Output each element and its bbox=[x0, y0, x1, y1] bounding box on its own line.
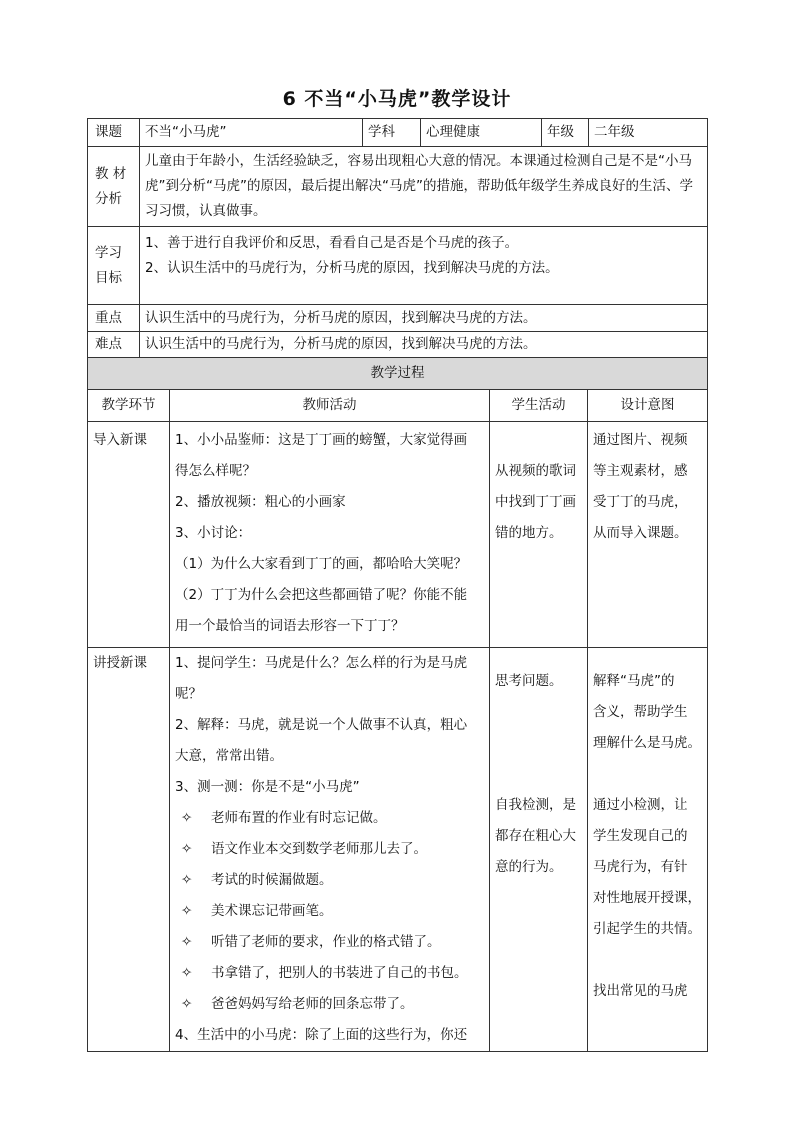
new-lesson-row bbox=[88, 648, 708, 1052]
intro-teacher-line: 1、小小品鉴师：这是丁丁画的螃蟹，大家觉得画 bbox=[175, 432, 468, 448]
new-teacher-line: 4、生活中的小马虎：除了上面的这些行为，你还 bbox=[175, 1027, 468, 1043]
new-intent-line: 对性地展开授课， bbox=[593, 890, 701, 906]
difficulty-label: 难点 bbox=[88, 332, 140, 358]
intro-student-activity bbox=[490, 422, 588, 648]
checklist-item: ✧ 老师布置的作业有时忘记做。 bbox=[175, 803, 484, 834]
header-teacher: 教师活动 bbox=[170, 390, 490, 422]
key-point-label: 重点 bbox=[88, 305, 140, 332]
intro-stage: 导入新课 bbox=[88, 422, 170, 648]
header-intent: 设计意图 bbox=[588, 390, 708, 422]
intro-intent-line: 受丁丁的马虎， bbox=[593, 494, 688, 510]
goals-label-line1: 学习 bbox=[95, 244, 122, 261]
new-intent-line: 引起学生的共情。 bbox=[593, 921, 701, 937]
intro-intent-line: 等主观素材，感 bbox=[593, 463, 688, 479]
header-stage: 教学环节 bbox=[88, 390, 170, 422]
intro-intent-line: 通过图片、视频 bbox=[593, 432, 688, 448]
intro-intent-line: 从而导入课题。 bbox=[593, 525, 688, 541]
new-teacher-line: 3、测一测：你是不是“小马虎” bbox=[175, 779, 360, 795]
checklist-item: ✧ 美术课忘记带画笔。 bbox=[175, 896, 484, 927]
goal-item-2: 2、认识生活中的马虎行为，分析马虎的原因，找到解决马虎的方法。 bbox=[145, 260, 559, 276]
goals-label-line2: 目标 bbox=[95, 269, 122, 286]
key-point-row bbox=[88, 305, 708, 332]
analysis-text: 儿童由于年龄小，生活经验缺乏，容易出现粗心大意的情况。本课通过检测自己是不是“小马虎”到分析“马虎”的原因，最后提出解决“马虎”的措施，帮助低年级学生养成良好的生活、学习习惯，认真做事。 bbox=[140, 147, 708, 227]
new-intent-line: 理解什么是马虎。 bbox=[593, 735, 701, 751]
grade-label: 年级 bbox=[542, 119, 589, 147]
analysis-label-line2: 分析 bbox=[95, 190, 122, 207]
teaching-process-table bbox=[87, 357, 708, 1052]
new-lesson-teacher-activity bbox=[170, 648, 490, 1052]
intro-teacher-activity bbox=[170, 422, 490, 648]
document-title: 6 不当“小马虎”教学设计 bbox=[282, 88, 512, 110]
intro-row bbox=[88, 422, 708, 648]
checklist-item: ✧ 听错了老师的要求，作业的格式错了。 bbox=[175, 927, 484, 958]
new-student-line: 思考问题。 bbox=[495, 673, 563, 689]
checklist-item: ✧ 爸爸妈妈写给老师的回条忘带了。 bbox=[175, 989, 484, 1020]
analysis-row bbox=[88, 147, 708, 227]
new-lesson-design-intent bbox=[588, 648, 708, 1052]
topic-label: 课题 bbox=[88, 119, 140, 147]
intro-teacher-line: 得怎么样呢？ bbox=[175, 463, 256, 479]
intro-teacher-line: 2、播放视频：粗心的小画家 bbox=[175, 494, 346, 510]
checklist-item: ✧ 书拿错了，把别人的书装进了自己的书包。 bbox=[175, 958, 484, 989]
goals-row bbox=[88, 227, 708, 305]
new-student-line: 自我检测，是 bbox=[495, 797, 576, 813]
topic-row bbox=[88, 119, 708, 147]
process-header-row bbox=[88, 390, 708, 422]
key-point-text: 认识生活中的马虎行为，分析马虎的原因，找到解决马虎的方法。 bbox=[140, 305, 708, 332]
new-intent-line: 通过小检测，让 bbox=[593, 797, 688, 813]
difficulty-row bbox=[88, 332, 708, 358]
spacer bbox=[593, 945, 702, 976]
analysis-label bbox=[88, 147, 140, 227]
new-intent-line: 学生发现自己的 bbox=[593, 828, 688, 844]
new-lesson-student-activity bbox=[490, 648, 588, 1052]
analysis-label-line1: 教 材 bbox=[95, 165, 127, 182]
new-teacher-line: 2、解释：马虎，就是说一个人做事不认真，粗心 bbox=[175, 717, 468, 733]
intro-student-line: 错的地方。 bbox=[495, 525, 563, 541]
new-student-line: 意的行为。 bbox=[495, 859, 563, 875]
goal-item-1: 1、善于进行自我评价和反思，看看自己是否是个马虎的孩子。 bbox=[145, 235, 519, 251]
subject-label: 学科 bbox=[363, 119, 421, 147]
new-teacher-line: 1、提问学生：马虎是什么？怎么样的行为是马虎 bbox=[175, 655, 468, 671]
intro-teacher-line: 3、小讨论： bbox=[175, 525, 252, 541]
intro-teacher-line: 用一个最恰当的词语去形容一下丁丁？ bbox=[175, 618, 405, 634]
new-intent-line: 含义，帮助学生 bbox=[593, 704, 688, 720]
spacer bbox=[593, 759, 702, 790]
intro-student-line: 从视频的歌词 bbox=[495, 463, 576, 479]
new-teacher-line: 呢？ bbox=[175, 686, 202, 702]
grade-value: 二年级 bbox=[589, 119, 708, 147]
new-lesson-stage: 讲授新课 bbox=[88, 648, 170, 1052]
new-intent-line: 马虎行为，有针 bbox=[593, 859, 688, 875]
checklist-item: ✧ 语文作业本交到数学老师那儿去了。 bbox=[175, 834, 484, 865]
spacer bbox=[495, 697, 582, 790]
new-intent-line: 解释“马虎”的 bbox=[593, 673, 675, 689]
new-teacher-line: 大意，常常出错。 bbox=[175, 748, 283, 764]
checklist-item: ✧ 考试的时候漏做题。 bbox=[175, 865, 484, 896]
goals-label bbox=[88, 227, 140, 305]
intro-teacher-line: （2）丁丁为什么会把这些都画错了呢？你能不能 bbox=[175, 587, 468, 603]
intro-design-intent bbox=[588, 422, 708, 648]
goals-text bbox=[140, 227, 708, 305]
new-student-line: 都存在粗心大 bbox=[495, 828, 576, 844]
intro-teacher-line: （1）为什么大家看到丁丁的画，都哈哈大笑呢？ bbox=[175, 556, 468, 572]
difficulty-text: 认识生活中的马虎行为，分析马虎的原因，找到解决马虎的方法。 bbox=[140, 332, 708, 358]
header-student: 学生活动 bbox=[490, 390, 588, 422]
process-section-title: 教学过程 bbox=[88, 358, 708, 390]
intro-student-line: 中找到丁丁画 bbox=[495, 494, 576, 510]
course-info-table bbox=[87, 118, 708, 358]
subject-value: 心理健康 bbox=[421, 119, 542, 147]
new-intent-line: 找出常见的马虎 bbox=[593, 983, 688, 999]
topic-value: 不当“小马虎” bbox=[140, 119, 363, 147]
